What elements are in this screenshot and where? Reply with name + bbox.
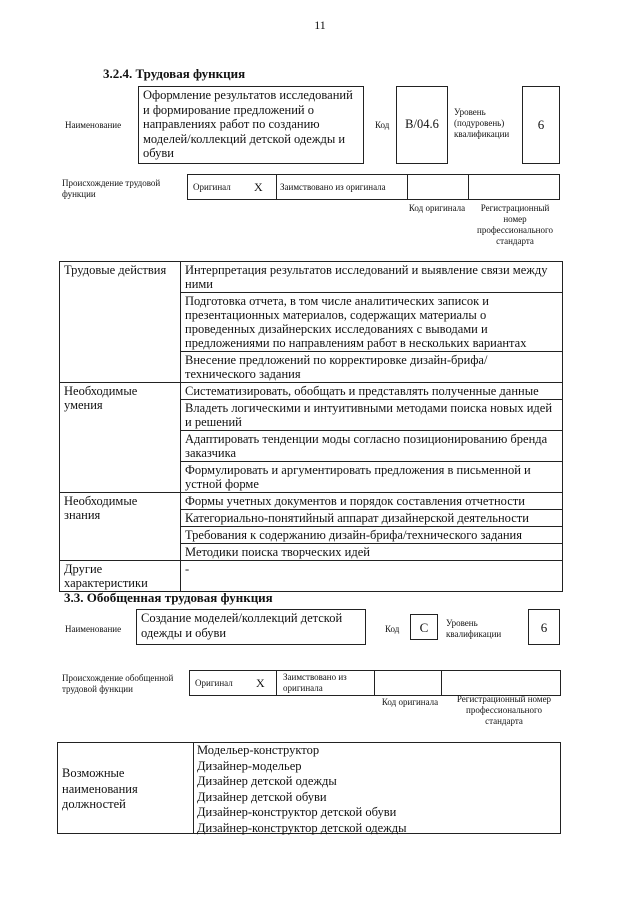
function-name: Оформление результатов исследований и формирование предложений о направлениях работ по созданию моделей/коллекций детской одежды и обуви <box>138 86 364 164</box>
row-item: Подготовка отчета, в том числе аналитических записок и презентационных материалов, содержащих материалы о проведенных дизайнерских исследованиях с выводами и предложениями по направлениям работ в нескольких вариантах <box>181 293 563 352</box>
reg-number-caption: Регистрационный номер профессионального стандарта <box>477 203 553 246</box>
code-value: В/04.6 <box>396 86 448 164</box>
section-heading-2: 3.3. Обобщенная трудовая функция <box>64 590 273 605</box>
borrowed-label: Заимствовано из оригинала <box>280 182 386 192</box>
position-item: Дизайнер-конструктор детской обуви <box>197 805 397 819</box>
general-function-name: Создание моделей/коллекций детской одежды и обуви <box>136 609 366 645</box>
row-item: Владеть логическими и интуитивными методами поиска новых идей и решений <box>181 400 563 431</box>
row-item: Систематизировать, обобщать и представлять полученные данные <box>181 383 563 400</box>
position-item: Модельер-конструктор <box>197 743 320 757</box>
name-label-2: Наименование <box>65 624 122 634</box>
page-number: 11 <box>314 18 326 32</box>
table-row <box>60 262 563 293</box>
row-item: - <box>181 561 563 592</box>
code-label-2: Код <box>385 624 400 634</box>
original-mark-2: X <box>256 676 265 690</box>
row-item: Методики поиска творческих идей <box>181 544 563 561</box>
row-label: Необходимые умения <box>60 383 181 493</box>
level-value: 6 <box>522 86 560 164</box>
name-label: Наименование <box>65 120 122 130</box>
table-row <box>60 493 563 510</box>
row-item: Формулировать и аргументировать предложения в письменной и устной форме <box>181 462 563 493</box>
position-item: Дизайнер-конструктор детской одежды <box>197 820 407 835</box>
position-item: Дизайнер-модельер <box>197 758 302 773</box>
row-label: Необходимые знания <box>60 493 181 561</box>
positions-list <box>197 743 557 836</box>
code-value-2: С <box>410 614 438 640</box>
origin-label: Происхождение трудовой функции <box>62 178 161 199</box>
original-label-2: Оригинал <box>195 678 233 688</box>
position-item: Дизайнер детской обуви <box>197 789 327 804</box>
row-label: Трудовые действия <box>60 262 181 383</box>
row-item: Категориально-понятийный аппарат дизайнерской деятельности <box>181 510 563 527</box>
code-original-caption-2: Код оригинала <box>381 697 439 707</box>
reg-number-caption-2: Регистрационный номер профессионального стандарта <box>456 694 552 726</box>
table-row <box>60 561 563 592</box>
level-value-2: 6 <box>528 609 560 645</box>
level-label: Уровень (подуровень) квалификации <box>454 107 510 139</box>
row-item: Интерпретация результатов исследований и выявление связи между ними <box>181 262 563 293</box>
original-label: Оригинал <box>193 182 231 192</box>
origin-label-2: Происхождение обобщенной трудовой функции <box>62 673 174 694</box>
row-item: Требования к содержанию дизайн-брифа/технического задания <box>181 527 563 544</box>
position-item: Дизайнер детской одежды <box>197 774 337 788</box>
code-label: Код <box>375 120 390 130</box>
table-row <box>60 383 563 400</box>
level-label-2: Уровень квалификации <box>446 618 502 639</box>
borrowed-label-2: Заимствовано из оригинала <box>283 672 347 693</box>
original-mark: X <box>254 180 263 194</box>
section-heading: 3.2.4. Трудовая функция <box>103 66 246 81</box>
code-original-caption: Код оригинала <box>408 203 466 213</box>
row-item: Внесение предложений по корректировке дизайн-брифа/технического задания <box>181 352 563 383</box>
function-details-table <box>59 261 563 592</box>
origin-row-2 <box>189 670 561 696</box>
row-item: Формы учетных документов и порядок составления отчетности <box>181 493 563 510</box>
positions-label: Возможные наименования должностей <box>62 766 138 811</box>
row-label: Другие характеристики <box>60 561 181 592</box>
row-item: Адаптировать тенденции моды согласно позиционированию бренда заказчика <box>181 431 563 462</box>
